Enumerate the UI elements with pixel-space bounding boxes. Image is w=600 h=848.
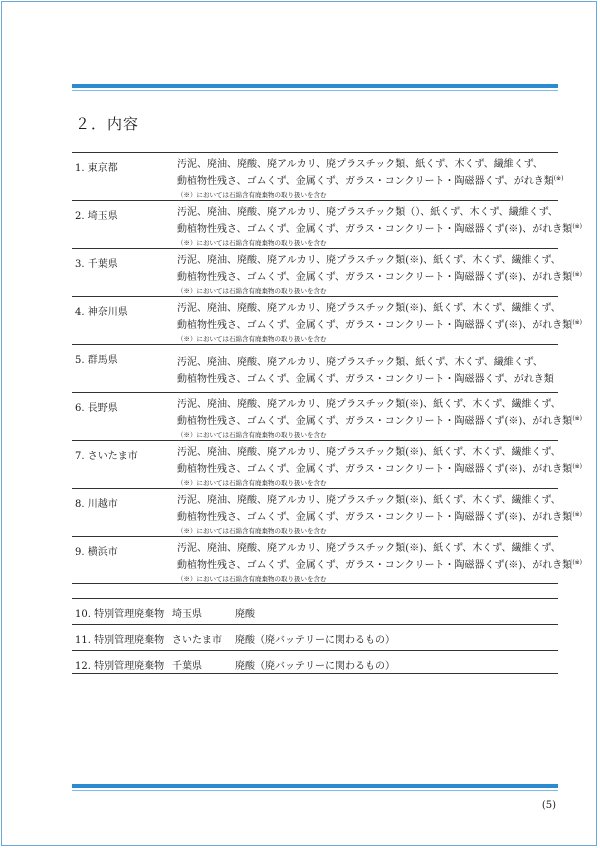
asbestos-mark: (※) bbox=[572, 223, 583, 230]
waste-types bbox=[177, 356, 552, 388]
asbestos-note: （※）においては石綿含有廃棄物の取り扱いを含む bbox=[177, 479, 327, 487]
prefecture-label: 9. 横浜市 bbox=[75, 547, 118, 558]
waste-types bbox=[177, 494, 583, 536]
table-row bbox=[72, 296, 583, 344]
asbestos-note: （※）においては石綿含有廃棄物の取り扱いを含む bbox=[177, 575, 327, 583]
prefecture-label: 6. 長野県 bbox=[75, 403, 118, 414]
section-title: ２．内容 bbox=[75, 115, 140, 133]
waste-line-1: 汚泥、廃油、廃酸、廃アルカリ、廃プラスチック類、紙くず、木くず、繊維くず、 bbox=[177, 357, 543, 368]
table-row bbox=[72, 248, 583, 296]
page-number: (5) bbox=[541, 800, 556, 811]
waste-line-2: 動植物性残さ、ゴムくず、金属くず、ガラス・コンクリート・陶磁器くず、がれき類 bbox=[177, 176, 554, 187]
asbestos-note: （※）においては石綿含有廃棄物の取り扱いを含む bbox=[177, 431, 327, 439]
waste-line-1: 汚泥、廃油、廃酸、廃アルカリ、廃プラスチック類(※)、紙くず、木くず、繊維くず、 bbox=[177, 255, 561, 266]
prefecture-label: 8. 川越市 bbox=[75, 499, 118, 510]
waste-line-1: 汚泥、廃油、廃酸、廃アルカリ、廃プラスチック類（）、紙くず、木くず、繊維くず、 bbox=[177, 207, 558, 218]
asbestos-mark: (※) bbox=[572, 271, 583, 278]
prefecture-label: 4. 神奈川県 bbox=[75, 307, 128, 318]
asbestos-mark: (※) bbox=[572, 415, 583, 422]
waste-types bbox=[177, 158, 564, 200]
asbestos-note: （※）においては石綿含有廃棄物の取り扱いを含む bbox=[177, 527, 327, 535]
prefecture-label: 7. さいたま市 bbox=[75, 451, 138, 462]
waste-types bbox=[177, 206, 583, 248]
waste-line-1: 汚泥、廃油、廃酸、廃アルカリ、廃プラスチック類(※)、紙くず、木くず、繊維くず、 bbox=[177, 495, 561, 506]
asbestos-mark: (※) bbox=[572, 463, 583, 470]
table-row bbox=[72, 536, 583, 584]
table-row bbox=[72, 488, 583, 536]
waste-line-2: 動植物性残さ、ゴムくず、金属くず、ガラス・コンクリート・陶磁器くず(※)、がれき類 bbox=[177, 560, 573, 571]
prefecture-label: 5. 群馬県 bbox=[75, 355, 118, 366]
waste-types bbox=[177, 446, 583, 488]
asbestos-mark: (※) bbox=[572, 559, 583, 566]
special-waste-prefecture: 千葉県 bbox=[172, 661, 202, 672]
prefecture-label: 1. 東京都 bbox=[75, 163, 118, 174]
waste-line-2: 動植物性残さ、ゴムくず、金属くず、ガラス・コンクリート・陶磁器くず(※)、がれき類 bbox=[177, 320, 573, 331]
asbestos-note: （※）においては石綿含有廃棄物の取り扱いを含む bbox=[177, 191, 327, 199]
asbestos-mark: (※) bbox=[572, 511, 583, 518]
waste-line-2: 動植物性残さ、ゴムくず、金属くず、ガラス・コンクリート・陶磁器くず(※)、がれき類 bbox=[177, 512, 573, 523]
asbestos-note: （※）においては石綿含有廃棄物の取り扱いを含む bbox=[177, 287, 327, 295]
special-waste-prefecture: 埼玉県 bbox=[172, 609, 202, 620]
special-waste-row bbox=[72, 624, 558, 648]
waste-types bbox=[177, 254, 583, 296]
footer-band bbox=[72, 784, 558, 791]
waste-types bbox=[177, 542, 583, 584]
waste-line-1: 汚泥、廃油、廃酸、廃アルカリ、廃プラスチック類(※)、紙くず、木くず、繊維くず、 bbox=[177, 303, 561, 314]
table-row bbox=[72, 344, 558, 392]
special-waste-row bbox=[72, 598, 558, 622]
waste-line-1: 汚泥、廃油、廃酸、廃アルカリ、廃プラスチック類、紙くず、木くず、繊維くず、 bbox=[177, 159, 543, 170]
special-waste-label: 12. 特別管理廃棄物 bbox=[75, 661, 165, 672]
waste-line-2: 動植物性残さ、ゴムくず、金属くず、ガラス・コンクリート・陶磁器くず、がれき類 bbox=[177, 374, 554, 385]
waste-line-2-wrap bbox=[177, 508, 583, 525]
special-waste-label: 11. 特別管理廃棄物 bbox=[75, 635, 165, 646]
asbestos-mark: (※) bbox=[553, 175, 564, 182]
waste-line-1: 汚泥、廃油、廃酸、廃アルカリ、廃プラスチック類(※)、紙くず、木くず、繊維くず、 bbox=[177, 399, 561, 410]
waste-line-2-wrap bbox=[177, 268, 583, 285]
special-waste-row bbox=[72, 650, 558, 674]
header-band bbox=[72, 84, 558, 91]
table-row bbox=[72, 392, 583, 440]
waste-line-2-wrap bbox=[177, 460, 583, 477]
waste-line-2-wrap bbox=[177, 556, 583, 573]
table-row bbox=[72, 152, 564, 200]
waste-line-2-wrap bbox=[177, 172, 564, 189]
waste-line-1: 汚泥、廃油、廃酸、廃アルカリ、廃プラスチック類(※)、紙くず、木くず、繊維くず、 bbox=[177, 543, 561, 554]
waste-types bbox=[177, 398, 583, 440]
table-row bbox=[72, 440, 583, 488]
waste-line-2: 動植物性残さ、ゴムくず、金属くず、ガラス・コンクリート・陶磁器くず(※)、がれき類 bbox=[177, 416, 573, 427]
waste-line-2-wrap bbox=[177, 316, 583, 333]
prefecture-label: 2. 埼玉県 bbox=[75, 211, 118, 222]
waste-line-2-wrap bbox=[177, 220, 583, 237]
asbestos-note: （※）においては石綿含有廃棄物の取り扱いを含む bbox=[177, 239, 327, 247]
waste-line-2-wrap bbox=[177, 412, 583, 429]
special-waste-content: 廃酸（廃バッテリーに関わるもの） bbox=[235, 661, 395, 672]
waste-types bbox=[177, 302, 583, 344]
waste-line-2: 動植物性残さ、ゴムくず、金属くず、ガラス・コンクリート・陶磁器くず(※)、がれき類 bbox=[177, 224, 573, 235]
waste-line-2: 動植物性残さ、ゴムくず、金属くず、ガラス・コンクリート・陶磁器くず(※)、がれき類 bbox=[177, 464, 573, 475]
special-waste-content: 廃酸（廃バッテリーに関わるもの） bbox=[235, 635, 395, 646]
special-waste-prefecture: さいたま市 bbox=[172, 635, 222, 646]
waste-line-1: 汚泥、廃油、廃酸、廃アルカリ、廃プラスチック類(※)、紙くず、木くず、繊維くず、 bbox=[177, 447, 561, 458]
waste-line-2-wrap bbox=[177, 370, 552, 387]
waste-line-2: 動植物性残さ、ゴムくず、金属くず、ガラス・コンクリート・陶磁器くず(※)、がれき類 bbox=[177, 272, 573, 283]
table-row bbox=[72, 200, 583, 248]
waste-type-table bbox=[72, 152, 583, 584]
special-waste-label: 10. 特別管理廃棄物 bbox=[75, 609, 165, 620]
asbestos-mark: (※) bbox=[572, 319, 583, 326]
special-waste-content: 廃酸 bbox=[235, 609, 255, 620]
prefecture-label: 3. 千葉県 bbox=[75, 259, 118, 270]
asbestos-note: （※）においては石綿含有廃棄物の取り扱いを含む bbox=[177, 335, 327, 343]
